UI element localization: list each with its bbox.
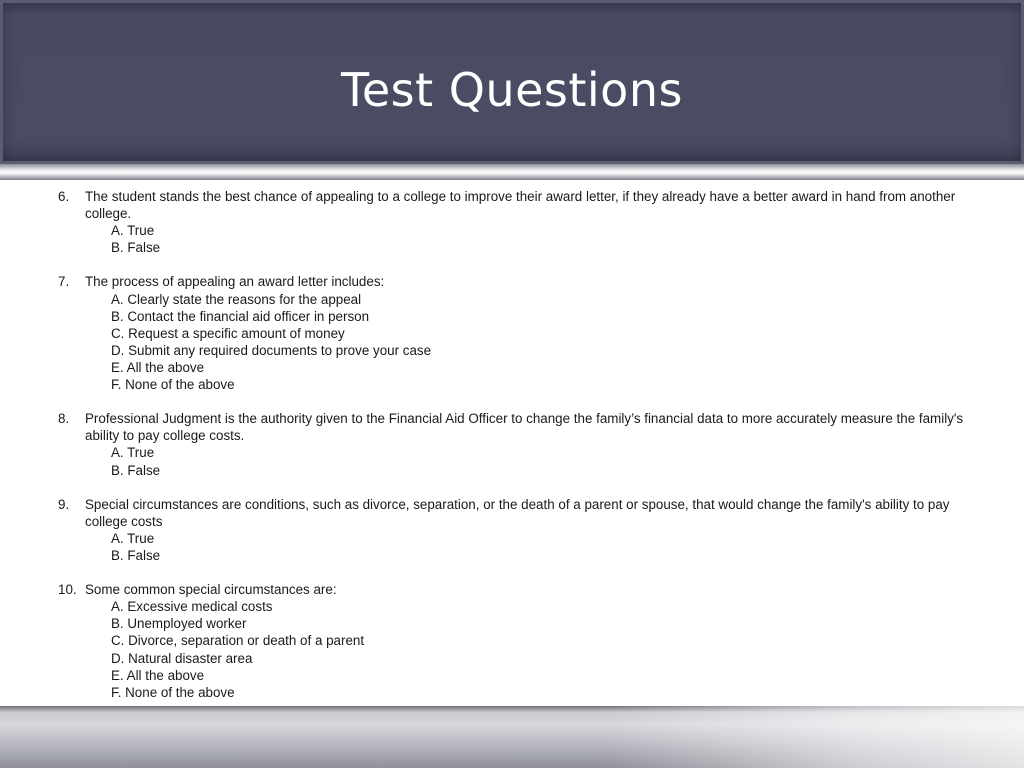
- answer-option: C. Request a specific amount of money: [111, 325, 345, 341]
- questions-list: [58, 188, 978, 718]
- answer-option: E. All the above: [111, 667, 205, 683]
- question-text: The process of appealing an award letter includes:: [85, 274, 385, 290]
- title-banner: [0, 0, 1024, 164]
- answer-option: C. Divorce, separation or death of a parent: [111, 633, 365, 649]
- question-number: 9.: [58, 496, 70, 512]
- question-text: Special circumstances are conditions, such as divorce, separation, or the death of a parent or spouse, that would change the family's ability to pay college costs: [85, 496, 950, 529]
- question-8: [58, 410, 978, 478]
- answer-option: D. Natural disaster area: [111, 650, 253, 666]
- answer-option: F. None of the above: [111, 684, 235, 700]
- question-number: 7.: [58, 274, 70, 290]
- question-6: [58, 188, 978, 256]
- question-number: 8.: [58, 411, 70, 427]
- question-10: [58, 581, 978, 701]
- answer-option: B. Unemployed worker: [111, 616, 247, 632]
- answer-option: F. None of the above: [111, 377, 235, 393]
- answer-option: B. False: [111, 462, 161, 478]
- question-9: [58, 496, 978, 564]
- question-7: [58, 273, 978, 393]
- answer-option: A. True: [111, 223, 155, 239]
- question-number: 10.: [58, 582, 77, 598]
- answer-option: B. False: [111, 240, 161, 256]
- title-divider: [0, 164, 1024, 180]
- question-text: The student stands the best chance of appealing to a college to improve their award letter, if they already have a better award in hand from another college.: [85, 189, 956, 222]
- answer-option: B. Contact the financial aid officer in person: [111, 308, 370, 324]
- answer-option: E. All the above: [111, 359, 205, 375]
- answer-option: A. Excessive medical costs: [111, 599, 273, 615]
- question-number: 6.: [58, 189, 70, 204]
- question-text: Professional Judgment is the authority given to the Financial Aid Officer to change the family’s financial data to more accurately measure the family's ability to pay college costs.: [85, 411, 964, 444]
- answer-option: B. False: [111, 547, 161, 563]
- slide-title: Test Questions: [341, 63, 683, 117]
- answer-option: A. True: [111, 530, 155, 546]
- question-text: Some common special circumstances are:: [85, 582, 337, 598]
- answer-option: A. Clearly state the reasons for the appeal: [111, 291, 362, 307]
- answer-option: D. Submit any required documents to prove your case: [111, 342, 432, 358]
- footer-band: [0, 706, 1024, 768]
- answer-option: A. True: [111, 445, 155, 461]
